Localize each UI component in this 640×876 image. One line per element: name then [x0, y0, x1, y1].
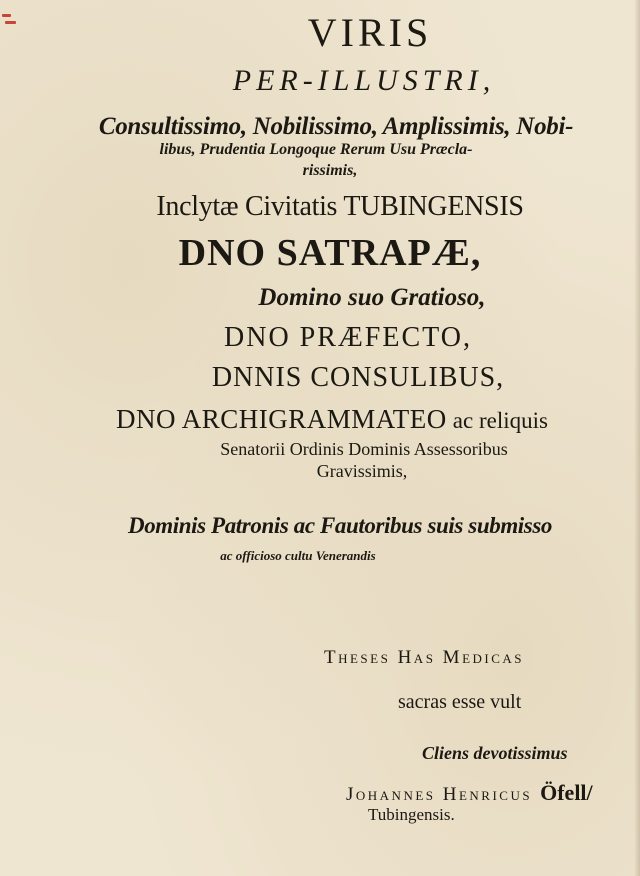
cultu-line: ac officioso cultu Venerandis: [220, 548, 376, 563]
author-line: [346, 782, 593, 804]
dedication-line-4: libus, Prudentia Longoque Rerum Usu Præcla-: [159, 141, 473, 158]
dedication-line-5: rissimis,: [302, 162, 358, 179]
theses-line: Theses Has Medicas: [324, 647, 525, 668]
consulibus-line: DNNIS CONSULIBUS,: [211, 362, 505, 393]
domino-line: Domino suo Gratioso,: [258, 284, 486, 311]
archigrammateo-line: [116, 406, 548, 433]
gravissimis-line: Gravissimis,: [316, 461, 408, 481]
library-mark: [2, 12, 16, 30]
sacras-line: sacras esse vult: [398, 691, 522, 713]
origin-line: Tubingensis.: [368, 805, 455, 824]
heading-per-illustri: PER-ILLUSTRI,: [232, 64, 496, 97]
cliens-line: Cliens devotissimus: [422, 743, 568, 763]
senatorii-line: Senatorii Ordinis Dominis Assessoribus: [220, 439, 508, 459]
patronis-line: Dominis Patronis ac Fautoribus suis submisso: [127, 513, 553, 538]
author-name: Johannes Henricus: [346, 784, 533, 805]
praefecto-line: DNO PRÆFECTO,: [224, 322, 472, 353]
author-surname: Öfell/: [540, 780, 593, 805]
dedication-line-3: Consultissimo, Nobilissimo, Amplissimis, Nobi-: [98, 113, 574, 140]
civitas-line: Inclytæ Civitatis TUBINGENSIS: [156, 191, 524, 222]
heading-viris: VIRIS: [307, 10, 433, 55]
ac-reliquis-text: ac reliquis: [452, 408, 548, 433]
archigrammateo-text: DNO ARCHIGRAMMATEO: [116, 404, 447, 434]
satrapae-line: DNO SATRAPÆ,: [178, 232, 482, 274]
